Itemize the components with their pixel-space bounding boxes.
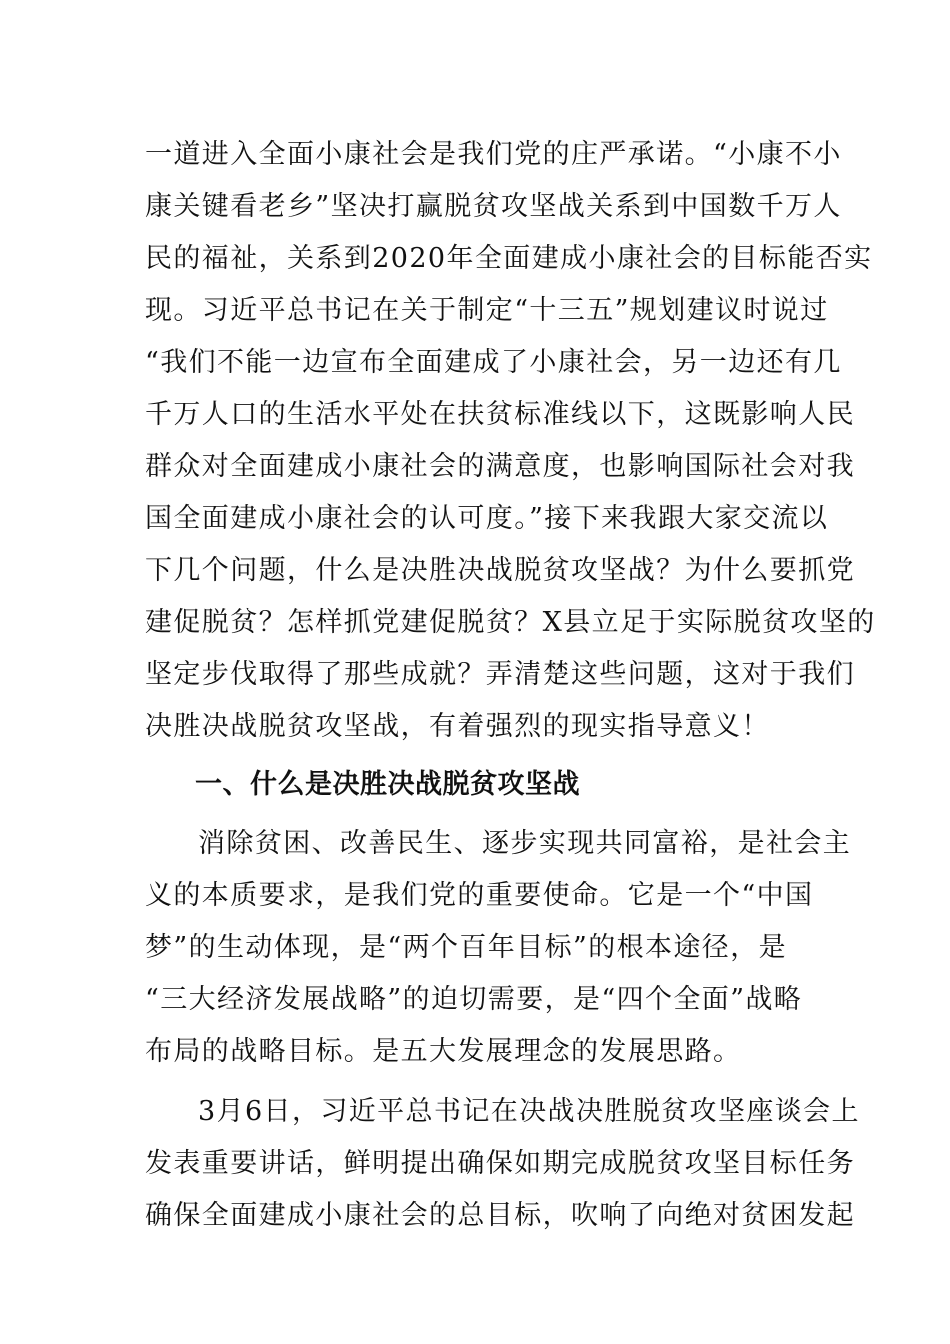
paragraph-line: 坚定步伐取得了那些成就？弄清楚这些问题，这对于我们: [145, 659, 855, 690]
paragraph-line: 建促脱贫？怎样抓党建促脱贫？X县立足于实际脱贫攻坚的: [145, 607, 876, 638]
paragraph-line: “三大经济发展战略”的迫切需要，是“四个全面”战略: [145, 984, 803, 1015]
paragraph-line: 民的福祉，关系到2020年全面建成小康社会的目标能否实: [145, 243, 873, 274]
paragraph-line: 决胜决战脱贫攻坚战，有着强烈的现实指导意义！: [145, 711, 770, 742]
paragraph-line: “我们不能一边宣布全面建成了小康社会，另一边还有几: [145, 347, 842, 378]
paragraph-line: 确保全面建成小康社会的总目标，吹响了向绝对贫困发起: [145, 1200, 855, 1231]
paragraph-line: 下几个问题，什么是决胜决战脱贫攻坚战？为什么要抓党: [145, 555, 855, 586]
paragraph-line: 康关键看老乡”坚决打赢脱贫攻坚战关系到中国数千万人: [145, 191, 842, 222]
paragraph-line: 梦”的生动体现，是“两个百年目标”的根本途径，是: [145, 932, 788, 963]
paragraph-line: 国全面建成小康社会的认可度。”接下来我跟大家交流以: [145, 503, 829, 534]
paragraph-line: 千万人口的生活水平处在扶贫标准线以下，这既影响人民: [145, 399, 855, 430]
paragraph-line: 3月6日，习近平总书记在决战决胜脱贫攻坚座谈会上: [198, 1096, 860, 1127]
paragraph-line: 一道进入全面小康社会是我们党的庄严承诺。“小康不小: [145, 139, 842, 170]
paragraph-line: 义的本质要求，是我们党的重要使命。它是一个“中国: [145, 880, 814, 911]
paragraph-line: 现。习近平总书记在关于制定“十三五”规划建议时说过: [145, 295, 829, 326]
paragraph-line: 群众对全面建成小康社会的满意度，也影响国际社会对我: [145, 451, 855, 482]
paragraph-line: 布局的战略目标。是五大发展理念的发展思路。: [145, 1036, 742, 1067]
paragraph-line: 发表重要讲话，鲜明提出确保如期完成脱贫攻坚目标任务: [145, 1148, 855, 1179]
paragraph-line: 消除贫困、改善民生、逐步实现共同富裕，是社会主: [198, 828, 852, 859]
section-heading: 一、什么是决胜决战脱贫攻坚战: [195, 769, 580, 800]
